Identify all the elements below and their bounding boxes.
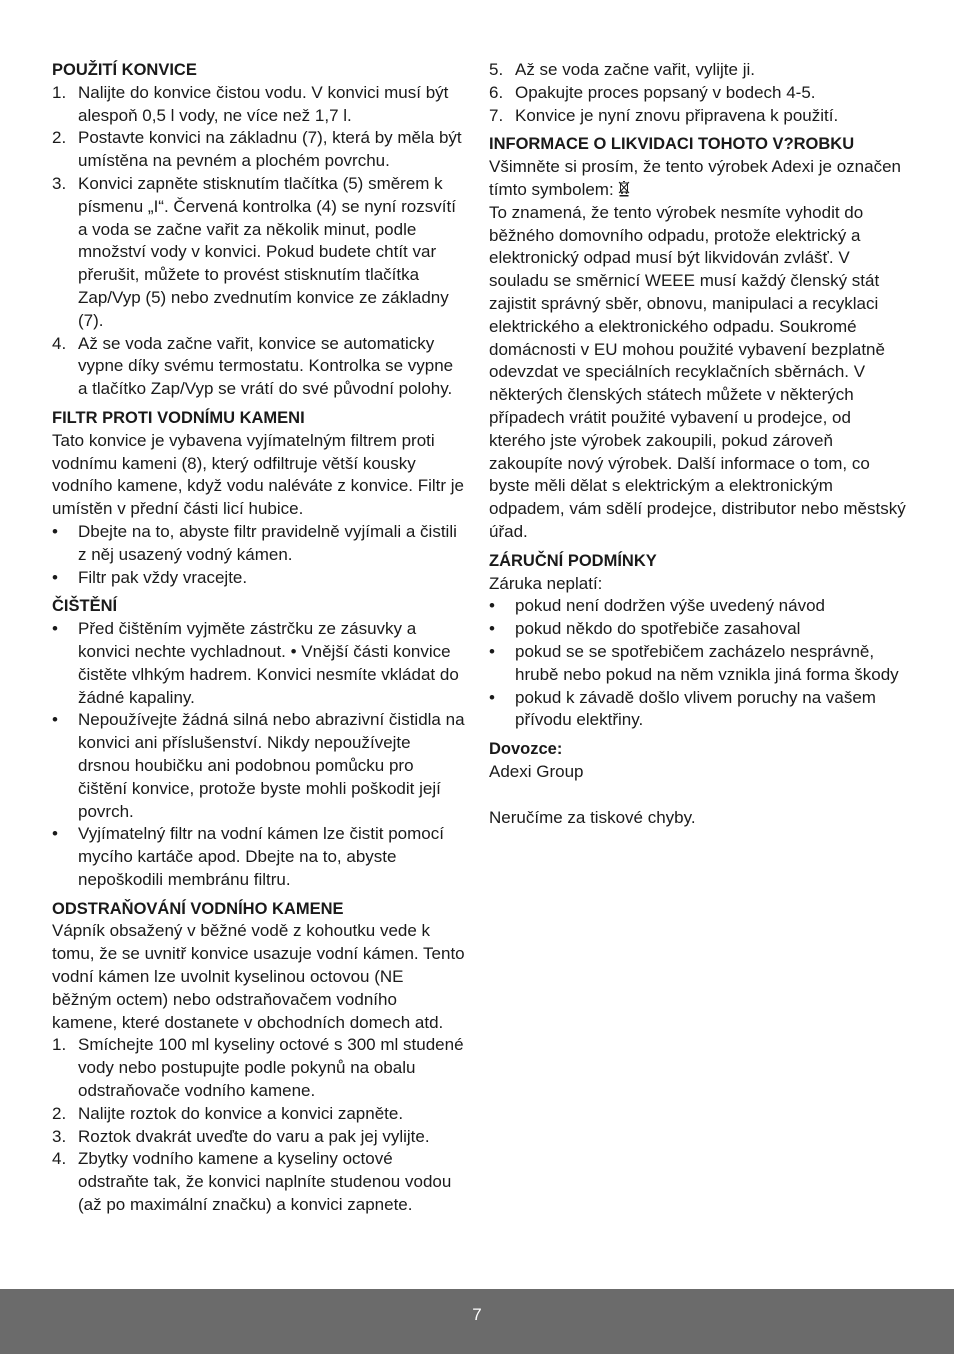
item-number: 7. xyxy=(489,105,504,125)
item-text: Až se voda začne vařit, vylijte ji. xyxy=(515,60,755,79)
list-item xyxy=(52,1148,466,1216)
item-number: 1. xyxy=(52,82,67,102)
list-item xyxy=(52,1103,466,1126)
list-item xyxy=(52,82,466,128)
disposal-intro-text: Všimněte si prosím, že tento výrobek Adexi je označen tímto symbolem: xyxy=(489,157,901,199)
warranty-intro: Záruka neplatí: xyxy=(489,573,603,593)
right-column xyxy=(489,59,907,829)
bullet: • xyxy=(489,596,495,616)
cleaning-heading: ČIŠTĚNÍ xyxy=(52,597,118,616)
list-item xyxy=(52,709,466,823)
item-text: Nalijte roztok do konvice a konvici zapněte. xyxy=(78,1103,404,1123)
item-number: 5. xyxy=(489,60,504,79)
item-text: pokud se se spotřebičem zacházelo nesprávně, hrubě nebo pokud na něm vznikla jiná forma škody xyxy=(515,641,899,684)
bullet: • xyxy=(489,641,495,661)
item-text: Dbejte na to, abyste filtr pravidelně vyjímali a čistili z něj usazený vodný kámen. xyxy=(78,521,457,564)
list-item xyxy=(489,82,907,105)
list-item xyxy=(489,105,907,128)
importer-section xyxy=(489,738,907,829)
list-item xyxy=(52,333,466,401)
bullet: • xyxy=(52,567,58,587)
list-item xyxy=(52,173,466,333)
descaling-intro: Vápník obsažený v běžné vodě z kohoutku vede k tomu, že se uvnitř konvice usazuje vodní kámen. Tento vodní kámen lze uvolnit kyselinou octovou (NE běžným octem) nebo odstraňovačem vodního kamene, které dostanete v obchodních domech atd. xyxy=(52,921,465,1032)
bullet: • xyxy=(489,619,495,639)
list-item xyxy=(52,127,466,173)
item-text: Před čištěním vyjměte zástrčku ze zásuvky a konvici nechte vychladnout. • Vnější části konvice čistěte vlhkým hadrem. Konvici nesmíte vkládat do žádné kapaliny. xyxy=(78,619,459,707)
item-text: Postavte konvici na základnu (7), která by měla být umístěna na pevném a plochém povrchu. xyxy=(78,128,462,171)
list-item xyxy=(489,641,907,687)
page-footer xyxy=(0,1289,954,1354)
spacer xyxy=(489,784,907,807)
bullet: • xyxy=(52,521,58,541)
item-number: 2. xyxy=(52,1103,67,1123)
list-item xyxy=(52,618,466,709)
cleaning-list xyxy=(52,618,466,892)
descaling-continued-section xyxy=(489,59,907,127)
item-text: Roztok dvakrát uveďte do varu a pak jej vylijte. xyxy=(78,1126,430,1146)
disclaimer: Neručíme za tiskové chyby. xyxy=(489,807,696,827)
item-text: Konvici zapněte stisknutím tlačítka (5) směrem k písmenu „I“. Červená kontrolka (4) se nyní rozsvítí a voda se začne vařit za několik minut, podle množství vody v konvici. Pokud budete chtít var přerušit, můžete to provést stisknutím tlačítka Zap/Vyp (5) nebo zvednutím konvice ze základny (7). xyxy=(78,173,456,330)
warranty-section xyxy=(489,550,907,732)
list-item xyxy=(489,59,907,82)
item-number: 4. xyxy=(52,333,67,353)
list-item xyxy=(52,1126,466,1149)
bullet: • xyxy=(52,824,58,844)
item-text: Filtr pak vždy vracejte. xyxy=(78,567,248,587)
list-item xyxy=(52,1034,466,1102)
usage-list xyxy=(52,82,466,401)
descaling-section xyxy=(52,898,466,1217)
disposal-section xyxy=(489,133,907,543)
cleaning-section xyxy=(52,595,466,891)
list-item xyxy=(52,521,466,567)
page-number: 7 xyxy=(472,1305,482,1324)
bullet: • xyxy=(52,710,58,730)
filter-section xyxy=(52,407,466,589)
descaling-heading: ODSTRAŇOVÁNÍ VODNÍHO KAMENE xyxy=(52,899,344,918)
crossed-out-wheelie-bin-icon xyxy=(618,180,630,197)
descaling-list xyxy=(52,1034,466,1216)
filter-heading: FILTR PROTI VODNÍMU KAMENI xyxy=(52,408,305,427)
importer-name: Adexi Group xyxy=(489,761,584,781)
item-text: Až se voda začne vařit, konvice se automaticky vypne díky svému termostatu. Kontrolka se vypne a tlačítko Zap/Vyp se vrátí do své původní polohy. xyxy=(78,333,454,399)
bullet: • xyxy=(489,687,495,707)
item-text: Nepoužívejte žádná silná nebo abrazivní čistidla na konvici ani příslušenství. Nikdy nepoužívejte drsnou houbičku ani podobnou pomůcku pro čištění konvice, protože byste mohli poškodit její povrch. xyxy=(78,710,465,821)
item-text: pokud někdo do spotřebiče zasahoval xyxy=(515,619,801,639)
list-item xyxy=(52,567,466,590)
importer-heading: Dovozce: xyxy=(489,740,563,759)
disposal-intro xyxy=(489,156,907,202)
item-number: 2. xyxy=(52,128,67,148)
warranty-list xyxy=(489,595,907,732)
left-column xyxy=(52,59,466,1223)
item-number: 3. xyxy=(52,173,67,193)
filter-intro: Tato konvice je vybavena vyjímatelným filtrem proti vodnímu kameni (8), který odfiltruje větší kousky vodního kamene, když vodu naléváte z konvice. Filtr je umístěn v přední části licí hubice. xyxy=(52,430,464,519)
list-item xyxy=(489,595,907,618)
warranty-heading: ZÁRUČNÍ PODMÍNKY xyxy=(489,551,657,570)
disposal-body: To znamená, že tento výrobek nesmíte vyhodit do běžného domovního odpadu, protože elektrický a elektronický odpad musí být likvidován zvlášť. V souladu se směrnicí WEEE musí každý členský stát zajistit správný sběr, obnovu, manipulaci a recyklaci elektrického a elektronického odpadu. Soukromé domácnosti v EU mohou použité vybavení bezplatně odevzdat ve speciálních recyklačních sběrnách. V některých členských státech můžete v některých případech vrátit použité vybavení u prodejce, od kterého jste výrobek zakoupili, pokud zároveň zakoupíte nový výrobek. Další informace o tom, co byste měli dělat s elektrickým a elektronickým odpadem, vám sdělí prodejce, distributor nebo městský úřad. xyxy=(489,202,906,541)
list-item xyxy=(52,823,466,891)
item-text: pokud není dodržen výše uvedený návod xyxy=(515,596,826,616)
item-text: Nalijte do konvice čistou vodu. V konvici musí být alespoň 0,5 l vody, ne více než 1,7 l. xyxy=(78,82,449,125)
list-item xyxy=(489,618,907,641)
usage-section xyxy=(52,59,466,401)
descaling-list-continued xyxy=(489,59,907,127)
item-text: Vyjímatelný filtr na vodní kámen lze čistit pomocí mycího kartáče apod. Dbejte na to, abyste nepoškodili membránu filtru. xyxy=(78,824,444,889)
item-text: Smíchejte 100 ml kyseliny octové s 300 ml studené vody nebo postupujte podle pokynů na obalu odstraňovače vodního kamene. xyxy=(78,1035,464,1101)
item-number: 3. xyxy=(52,1126,67,1146)
disposal-heading: INFORMACE O LIKVIDACI TOHOTO V?ROBKU xyxy=(489,135,855,154)
item-text: Zbytky vodního kamene a kyseliny octové odstraňte tak, že konvici naplníte studenou vodou (až po maximální značku) a konvici zapnete. xyxy=(78,1149,452,1215)
item-number: 6. xyxy=(489,82,504,102)
item-text: Konvice je nyní znovu připravena k použití. xyxy=(515,105,839,125)
bullet: • xyxy=(52,619,58,639)
item-number: 4. xyxy=(52,1149,67,1169)
item-text: Opakujte proces popsaný v bodech 4-5. xyxy=(515,82,816,102)
usage-heading: POUŽITÍ KONVICE xyxy=(52,61,197,79)
item-number: 1. xyxy=(52,1035,67,1055)
item-text: pokud k závadě došlo vlivem poruchy na vašem přívodu elektřiny. xyxy=(515,687,876,730)
filter-list xyxy=(52,521,466,589)
list-item xyxy=(489,687,907,733)
